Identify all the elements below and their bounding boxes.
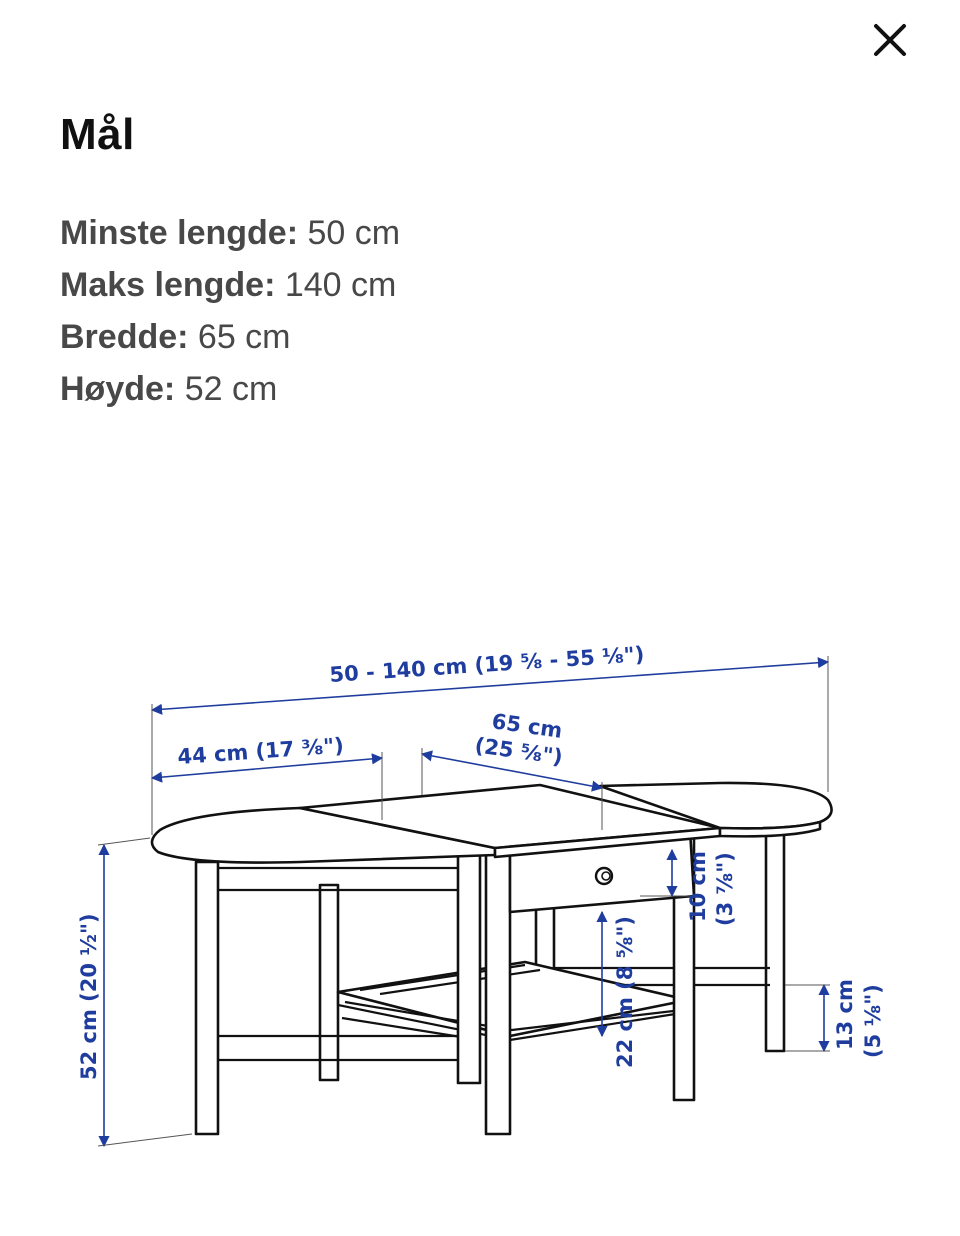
spec-value: 50 cm (307, 214, 401, 252)
spec-row-max-length (60, 259, 400, 311)
spec-row-min-length (60, 207, 400, 259)
spec-value: 52 cm (184, 370, 278, 408)
spec-row-height (60, 363, 400, 415)
shelf-height-label-line2: (5 ⅛") (861, 984, 885, 1058)
depth-label-line1: 65 cm (490, 709, 564, 743)
coffee-table-illustration (152, 783, 832, 1134)
drawer-height-label-line2: (3 ⅞") (713, 852, 737, 926)
depth-label-line2: (25 ⅝") (473, 733, 565, 770)
spec-label: Maks lengde: (60, 266, 276, 304)
front-center-leg (486, 852, 510, 1134)
shelf-clearance-label: 22 cm (8 ⅝") (613, 916, 637, 1068)
front-middle-leg (458, 855, 480, 1083)
spec-label: Høyde: (60, 370, 176, 408)
close-button[interactable] (860, 10, 920, 70)
table-dimension-drawing (0, 620, 960, 1160)
spec-value: 65 cm (197, 318, 291, 356)
leaf-width-label: 44 cm (17 ⅜") (176, 733, 345, 769)
back-right-leg (766, 828, 784, 1051)
dimension-spec-list (60, 207, 400, 415)
close-icon (872, 22, 908, 58)
shelf-height-label-line1: 13 cm (833, 979, 857, 1050)
total-length-label: 50 - 140 cm (19 ⅝ - 55 ⅛") (328, 642, 646, 687)
front-left-leg (196, 862, 218, 1134)
drawer-height-label-line1: 10 cm (686, 851, 710, 922)
total-height-label: 52 cm (20 ½") (77, 913, 101, 1080)
spec-row-width (60, 311, 400, 363)
back-left-leg (320, 885, 338, 1080)
spec-label: Minste lengde: (60, 214, 299, 252)
spec-label: Bredde: (60, 318, 189, 356)
page-title: Mål (60, 110, 135, 159)
spec-value: 140 cm (284, 266, 397, 304)
